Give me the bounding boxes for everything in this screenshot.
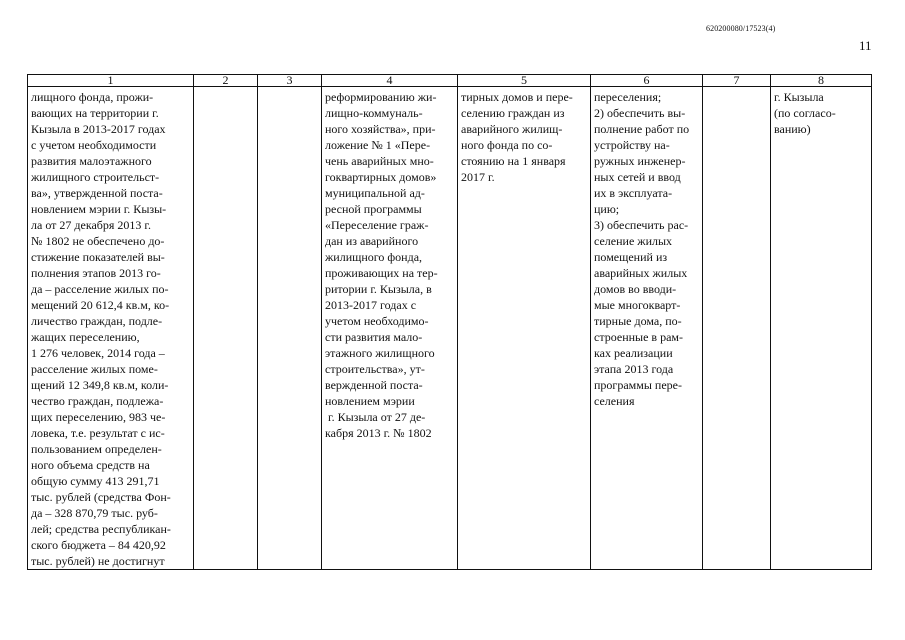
cell-line: переселения; (594, 90, 662, 104)
cell-line: ресной программы (325, 202, 422, 216)
cell-line: ружных инженер- (594, 154, 686, 168)
cell-line: ванию) (774, 122, 811, 136)
cell-line: новлением мэрии г. Кызы- (31, 202, 167, 216)
cell-line: программы пере- (594, 378, 682, 392)
cell-line: ловека, т.е. результат с ис- (31, 426, 165, 440)
column-header-3: 3 (258, 75, 322, 87)
cell-line: этажного жилищного (325, 346, 435, 360)
cell-col-1 (28, 87, 194, 570)
cell-line: ложение № 1 «Пере- (325, 138, 431, 152)
cell-line: расселение жилых поме- (31, 362, 158, 376)
cell-line: ного фонда по со- (461, 138, 553, 152)
cell-line: сти развития мало- (325, 330, 423, 344)
cell-col-4 (322, 87, 458, 570)
column-header-4: 4 (322, 75, 458, 87)
cell-line: тыс. рублей (средства Фон- (31, 490, 171, 504)
cell-line: (по согласо- (774, 106, 836, 120)
cell-line: полнения этапов 2013 го- (31, 266, 161, 280)
column-header-8: 8 (771, 75, 872, 87)
cell-col-5 (458, 87, 591, 570)
cell-line: ных сетей и ввод (594, 170, 681, 184)
cell-line: «Переселение граж- (325, 218, 429, 232)
cell-text (461, 89, 587, 185)
cell-line: ла от 27 декабря 2013 г. (31, 218, 151, 232)
cell-line: пользованием определен- (31, 442, 162, 456)
cell-line: ного объема средств на (31, 458, 150, 472)
cell-line: аварийного жилищ- (461, 122, 563, 136)
cell-line: мые многокварт- (594, 298, 681, 312)
column-header-2: 2 (194, 75, 258, 87)
main-table (27, 74, 872, 570)
cell-line: стоянию на 1 января (461, 154, 566, 168)
cell-line: строенные в рам- (594, 330, 684, 344)
cell-line: учетом необходимо- (325, 314, 429, 328)
cell-line: их в эксплуата- (594, 186, 673, 200)
cell-line: селения (594, 394, 635, 408)
cell-line: мещений 20 612,4 кв.м, ко- (31, 298, 170, 312)
cell-line: этапа 2013 года (594, 362, 674, 376)
cell-line: лищно-коммуналь- (325, 106, 423, 120)
cell-line: 2017 г. (461, 170, 495, 184)
cell-line: вающих на территории г. (31, 106, 159, 120)
cell-col-7 (703, 87, 771, 570)
cell-col-6 (591, 87, 703, 570)
cell-line: да – расселение жилых по- (31, 282, 169, 296)
cell-line: жилищного строительст- (31, 170, 160, 184)
cell-line: 2) обеспечить вы- (594, 106, 686, 120)
cell-line: селение жилых (594, 234, 673, 248)
cell-col-3 (258, 87, 322, 570)
cell-line: ва», утвержденной поста- (31, 186, 163, 200)
cell-line: ках реализации (594, 346, 673, 360)
cell-text (31, 89, 190, 569)
cell-text (594, 89, 699, 409)
cell-line: селению граждан из (461, 106, 565, 120)
cell-line: с учетом необходимости (31, 138, 157, 152)
cell-line: тыс. рублей) не достигнут (31, 554, 165, 568)
cell-line: тирные дома, по- (594, 314, 682, 328)
cell-line: чество граждан, подлежа- (31, 394, 164, 408)
table-row (28, 87, 872, 570)
cell-line: ского бюджета – 84 420,92 (31, 538, 166, 552)
cell-line: устройству на- (594, 138, 670, 152)
cell-text (325, 89, 454, 441)
column-header-7: 7 (703, 75, 771, 87)
cell-line: полнение работ по (594, 122, 690, 136)
cell-line: лей; средства республикан- (31, 522, 171, 536)
cell-line: ритории г. Кызыла, в (325, 282, 432, 296)
column-header-1: 1 (28, 75, 194, 87)
cell-line: проживающих на тер- (325, 266, 438, 280)
document-code: 620200080/17523(4) (706, 24, 776, 33)
cell-line: новлением мэрии (325, 394, 415, 408)
cell-line: лищного фонда, прожи- (31, 90, 154, 104)
cell-line: вержденной поста- (325, 378, 423, 392)
header-row (28, 75, 872, 87)
cell-line: помещений из (594, 250, 668, 264)
cell-line: г. Кызыла (774, 90, 824, 104)
cell-line: чень аварийных мно- (325, 154, 434, 168)
cell-line: щих переселению, 983 че- (31, 410, 166, 424)
cell-text (774, 89, 868, 137)
cell-line: аварийных жилых (594, 266, 688, 280)
cell-line: строительства», ут- (325, 362, 425, 376)
cell-line: № 1802 не обеспечено до- (31, 234, 165, 248)
cell-line: стижение показателей вы- (31, 250, 165, 264)
cell-col-8 (771, 87, 872, 570)
cell-line: личество граждан, подле- (31, 314, 163, 328)
page-number: 11 (859, 38, 872, 53)
cell-line: дан из аварийного (325, 234, 419, 248)
cell-line: тирных домов и пере- (461, 90, 573, 104)
cell-line: 3) обеспечить рас- (594, 218, 689, 232)
column-header-5: 5 (458, 75, 591, 87)
cell-line: цию; (594, 202, 620, 216)
cell-line: жащих переселению, (31, 330, 140, 344)
cell-line: щений 12 349,8 кв.м, коли- (31, 378, 169, 392)
column-header-6: 6 (591, 75, 703, 87)
cell-col-2 (194, 87, 258, 570)
cell-line: кабря 2013 г. № 1802 (325, 426, 432, 440)
cell-line: гоквартирных домов» (325, 170, 437, 184)
cell-line: муниципальной ад- (325, 186, 425, 200)
cell-line: домов во вводи- (594, 282, 677, 296)
cell-line: ного хозяйства», при- (325, 122, 436, 136)
cell-line: жилищного фонда, (325, 250, 423, 264)
cell-line: 1 276 человек, 2014 года – (31, 346, 165, 360)
cell-line: Кызыла в 2013-2017 годах (31, 122, 166, 136)
cell-line: реформированию жи- (325, 90, 437, 104)
cell-line: общую сумму 413 291,71 (31, 474, 160, 488)
cell-line: развития малоэтажного (31, 154, 152, 168)
cell-line: 2013-2017 годах с (325, 298, 417, 312)
cell-line: г. Кызыла от 27 де- (325, 410, 426, 424)
cell-line: да – 328 870,79 тыс. руб- (31, 506, 158, 520)
